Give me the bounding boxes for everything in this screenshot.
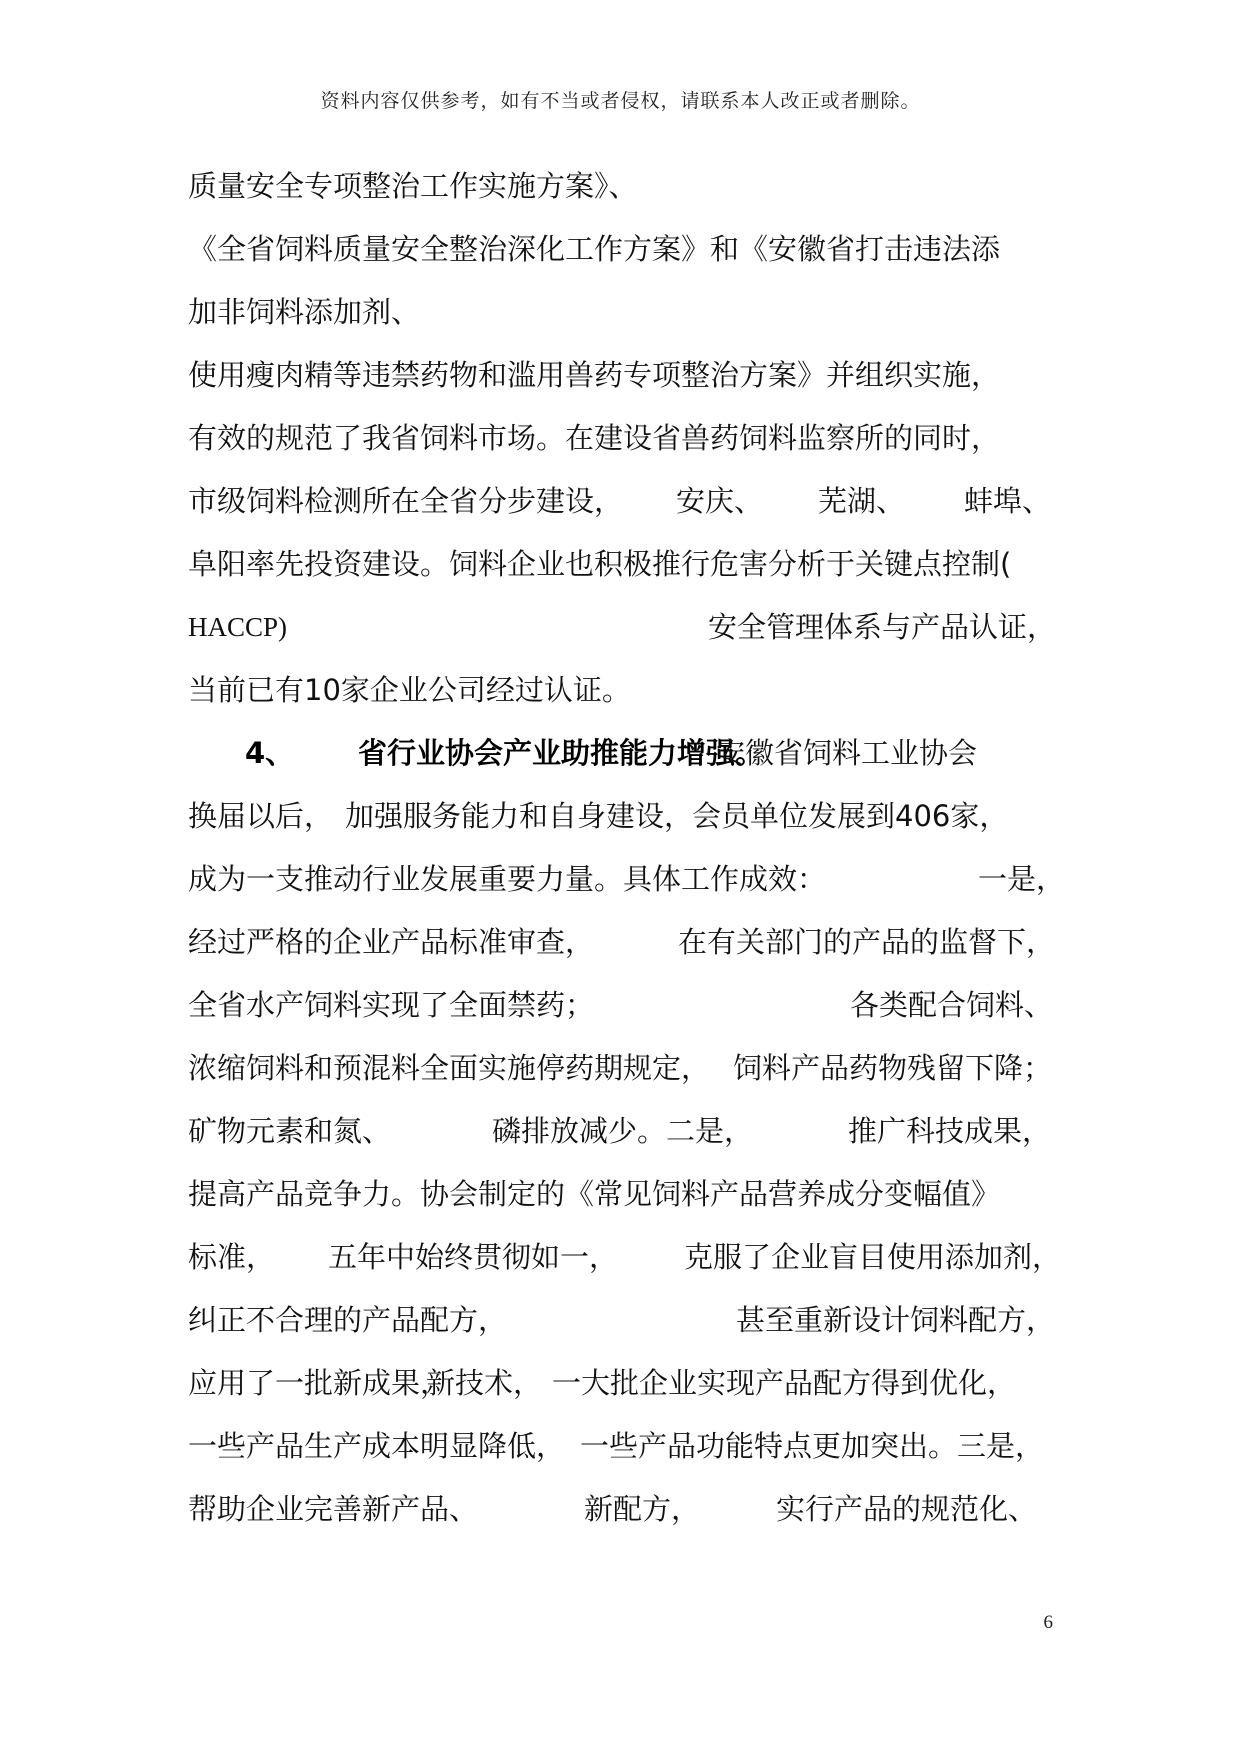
text-line: [188, 1110, 1056, 1173]
text-segment: 会员单位发展到406家，: [692, 799, 1009, 833]
text-line: [188, 543, 1056, 606]
text-segment: 新配方，: [584, 1492, 701, 1526]
text-segment: 当前已有10家企业公司经过认证。: [188, 673, 631, 707]
text-line: [188, 291, 1056, 354]
text-segment: 全省水产饲料实现了全面禁药；: [188, 988, 595, 1022]
text-segment: 克服了企业盲目使用添加剂，: [684, 1240, 1062, 1274]
text-segment: 经过严格的企业产品标准审查，: [188, 925, 595, 959]
text-line: [188, 1047, 1056, 1110]
text-segment: 帮助企业完善新产品、: [188, 1492, 479, 1526]
text-segment: 各类配合饲料、: [850, 988, 1054, 1022]
text-line: [188, 1236, 1062, 1299]
text-segment: 在有关部门的产品的监督下，: [678, 925, 1056, 959]
text-segment: 饲料产品药物残留下降；: [733, 1051, 1053, 1085]
text-segment: 一大批企业实现产品配方得到优化，: [552, 1366, 1017, 1400]
text-segment: HACCP): [188, 612, 288, 642]
text-segment: 磷排放减少。二是，: [492, 1114, 754, 1148]
text-segment: 有效的规范了我省饲料市场。在建设省兽药饲料监察所的同时，: [188, 421, 1001, 455]
text-segment: 新技术，: [426, 1366, 543, 1400]
text-segment: 加强服务能力和自身建设，: [345, 799, 694, 833]
text-line: [188, 669, 1056, 732]
text-line: [188, 858, 1066, 921]
section-number: 4、: [245, 736, 295, 770]
text-segment: 蚌埠、: [964, 484, 1052, 518]
text-segment: 安徽省饲料工业协会: [716, 736, 978, 770]
text-line: [188, 1362, 1056, 1425]
section-heading-line: [188, 732, 1056, 795]
text-line: [188, 984, 1056, 1047]
text-segment: 换届以后，: [188, 799, 334, 833]
text-line: [188, 417, 1056, 480]
body-text: [188, 165, 1066, 1551]
text-segment: 提高产品竞争力。协会制定的《常见饲料产品营养成分变幅值》: [188, 1177, 1001, 1211]
text-line: [188, 606, 1056, 669]
text-segment: 安庆、: [676, 484, 764, 518]
text-segment: 成为一支推动行业发展重要力量。具体工作成效：: [188, 862, 827, 896]
text-segment: 标准，: [188, 1240, 276, 1274]
text-line: [188, 354, 1056, 417]
text-segment: 质量安全专项整治工作实施方案》、: [188, 169, 638, 203]
text-line: [188, 1425, 1056, 1488]
text-segment: 应用了一批新成果，: [188, 1366, 450, 1400]
text-line: [188, 228, 1056, 291]
text-segment: 纠正不合理的产品配方，: [188, 1303, 508, 1337]
text-segment: 使用瘦肉精等违禁药物和滥用兽药专项整治方案》并组织实施，: [188, 358, 1001, 392]
page-number: 6: [1043, 1612, 1053, 1633]
text-segment: 市级饲料检测所在全省分步建设，: [188, 484, 624, 518]
text-line: [188, 921, 1056, 984]
text-line: [188, 165, 1056, 228]
text-line: [188, 1488, 1056, 1551]
header-disclaimer: 资料内容仅供参考，如有不当或者侵权，请联系本人改正或者删除。: [320, 90, 921, 112]
text-segment: 一是，: [978, 862, 1066, 896]
text-segment: 浓缩饲料和预混料全面实施停药期规定，: [188, 1051, 711, 1085]
text-line: [188, 1173, 1056, 1236]
text-segment: 安全管理体系与产品认证，: [708, 610, 1057, 644]
text-segment: 一些产品功能特点更加突出。三是，: [580, 1429, 1045, 1463]
text-segment: 阜阳率先投资建设。饲料企业也积极推行危害分析于关键点控制(: [188, 547, 1012, 581]
section-title: 省行业协会产业助推能力增强。: [358, 736, 765, 770]
text-line: [188, 1299, 1056, 1362]
text-segment: 矿物元素和氮、: [188, 1114, 392, 1148]
text-segment: 《全省饲料质量安全整治深化工作方案》和《安徽省打击违法添: [188, 232, 1001, 266]
text-segment: 甚至重新设计饲料配方，: [736, 1303, 1056, 1337]
text-segment: 实行产品的规范化、: [776, 1492, 1038, 1526]
text-segment: 一些产品生产成本明显降低，: [188, 1429, 566, 1463]
text-segment: 加非饲料添加剂、: [188, 295, 421, 329]
text-segment: 芜湖、: [818, 484, 906, 518]
text-segment: 五年中始终贯彻如一，: [328, 1240, 619, 1274]
text-line: [188, 795, 1056, 858]
text-line: [188, 480, 1056, 543]
text-segment: 推广科技成果，: [848, 1114, 1052, 1148]
